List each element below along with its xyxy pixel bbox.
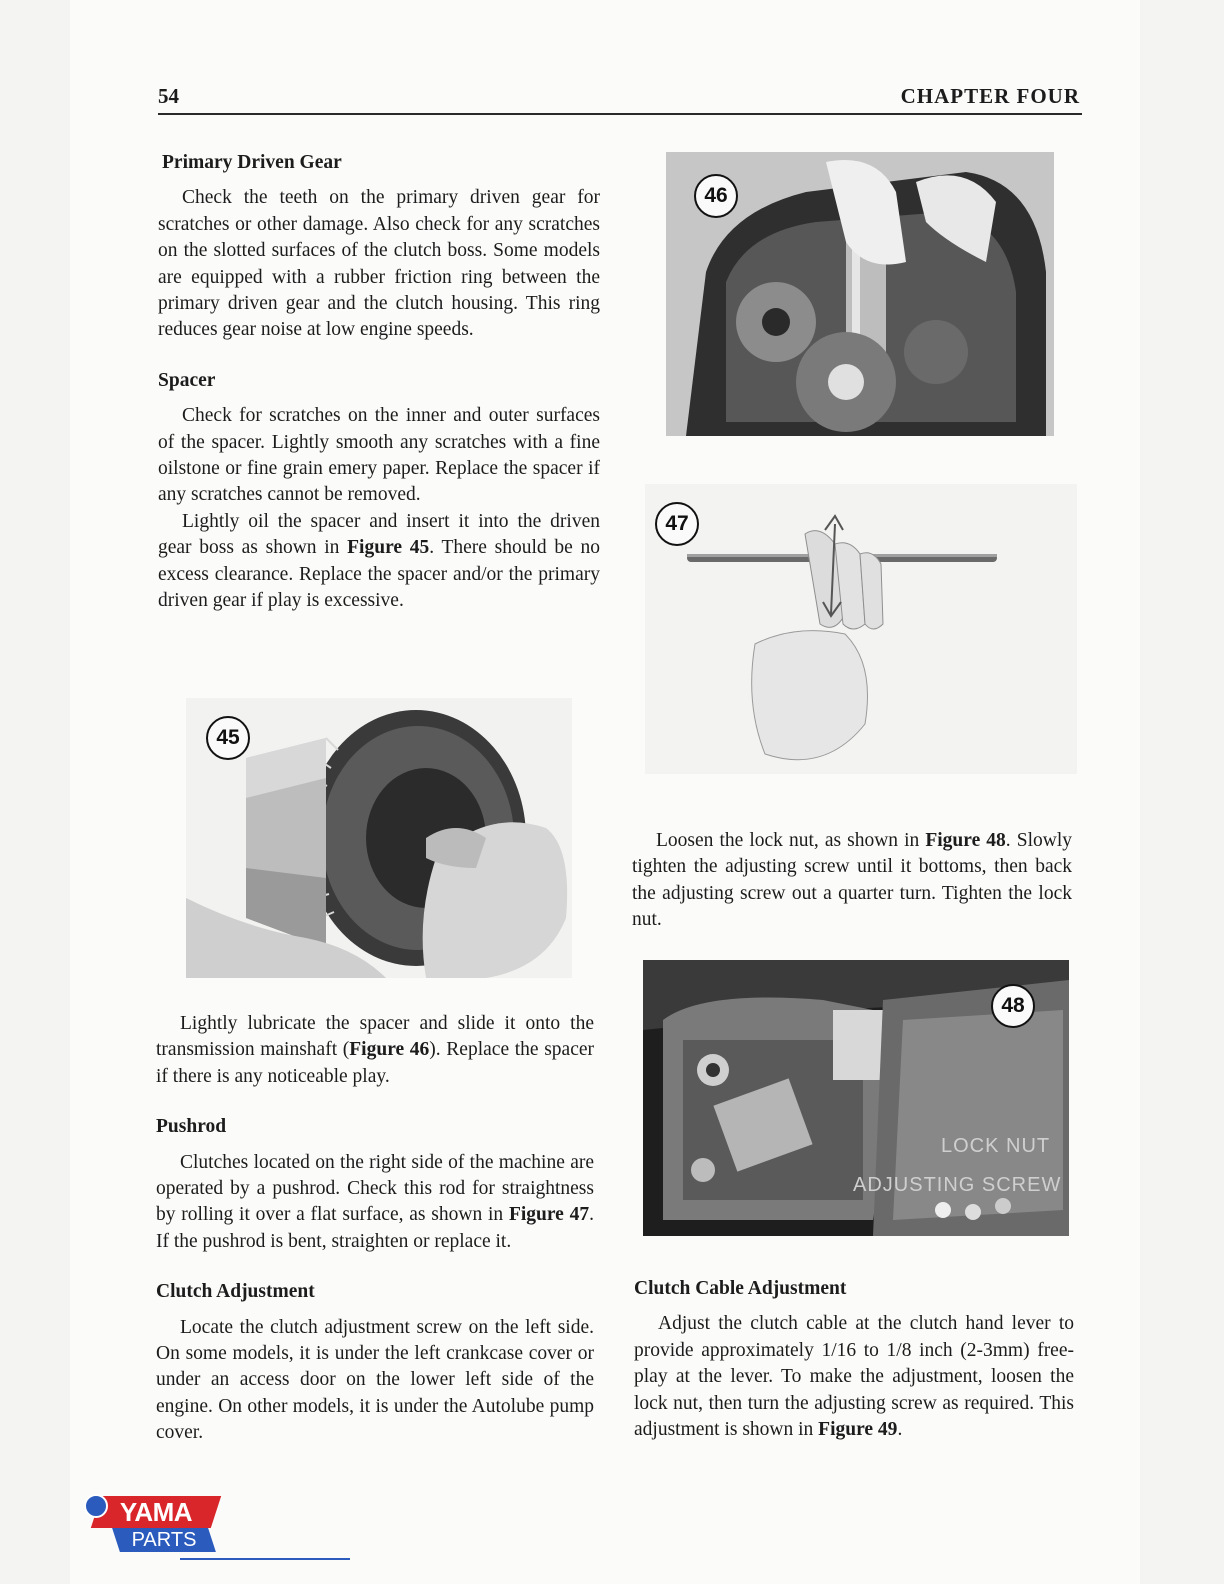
label-lock-nut: LOCK NUT xyxy=(941,1135,1051,1157)
header-rule xyxy=(158,113,1082,115)
figure-ref-47: Figure 47 xyxy=(508,1204,590,1226)
logo-bottom-text: PARTS xyxy=(131,1529,197,1551)
yamaparts-logo[interactable] xyxy=(84,1494,274,1564)
heading-clutch-adjustment: Clutch Adjustment xyxy=(156,1281,315,1303)
figure-ref-45: Figure 45 xyxy=(347,537,430,559)
logo-bottom-banner xyxy=(112,1528,216,1552)
right-column-bottom xyxy=(634,1276,1074,1443)
logo-top-banner xyxy=(91,1496,221,1528)
figure-48-photo xyxy=(643,960,1069,1236)
logo-top-text: YAMA xyxy=(119,1497,193,1527)
right-column-top xyxy=(632,828,1072,934)
paragraph-lubricate-spacer: Lightly lubricate the spacer and slide it onto the transmission mainshaft (Figure 46). Replace the spacer if there is any noticeable play. xyxy=(156,1013,594,1087)
figure-46-number: 46 xyxy=(694,174,738,218)
figure-ref-46: Figure 46 xyxy=(349,1039,430,1061)
left-column-top xyxy=(158,150,600,615)
heading-clutch-cable-adjustment: Clutch Cable Adjustment xyxy=(634,1278,847,1299)
figure-48-number: 48 xyxy=(991,984,1035,1028)
label-adjusting-screw: ADJUSTING SCREW xyxy=(853,1174,1062,1196)
heading-pushrod: Pushrod xyxy=(156,1116,227,1138)
paragraph-primary-driven-gear: Check the teeth on the primary driven gear for scratches or other damage. Also check for any scratches on the slotted surfaces of the clutch boss. Some models are equipped with a rubber friction ring between the primary driven gear and the clutch housing. This ring reduces gear noise at low engine speeds. xyxy=(158,187,600,341)
figure-45-photo xyxy=(186,698,572,978)
paragraph-loosen-lock-nut: Loosen the lock nut, as shown in Figure 48. Slowly tighten the adjusting screw until it bottoms, then back the adjusting screw out a quarter turn. Tighten the lock nut. xyxy=(632,830,1072,931)
paragraph-spacer-check: Check for scratches on the inner and outer surfaces of the spacer. Lightly smooth any scratches with a fine oilstone or fine grain emery paper. Replace the spacer if any scratches cannot be removed. xyxy=(158,405,600,506)
heading-spacer: Spacer xyxy=(158,369,216,391)
paragraph-cable-adjustment: Adjust the clutch cable at the clutch hand lever to provide approximately 1/16 to 1/8 inch (2-3mm) free-play at the lever. To make the adjustment, loosen the lock nut, then turn the adjusting screw as required. This adjustment is shown in Figure 49. xyxy=(634,1313,1074,1441)
logo-underline xyxy=(180,1558,350,1560)
figure-47-number: 47 xyxy=(655,502,699,546)
tuning-fork-emblem-icon xyxy=(84,1494,108,1518)
figure-45-number: 45 xyxy=(206,716,250,760)
left-column-bottom xyxy=(156,1011,594,1447)
heading-primary-driven-gear: Primary Driven Gear xyxy=(162,152,342,173)
figure-46-photo xyxy=(666,152,1054,436)
paragraph-spacer-oil: Lightly oil the spacer and insert it into the driven gear boss as shown in Figure 45. There should be no excess clearance. Replace the spacer and/or the primary driven gear if play is excessive. xyxy=(158,510,600,612)
figure-ref-49: Figure 49 xyxy=(818,1419,898,1441)
paragraph-clutch-adjustment: Locate the clutch adjustment screw on the left side. On some models, it is under the left crankcase cover or under an access door on the lower left side of the engine. On other models, it is under the Autolube pump cover. xyxy=(156,1316,594,1444)
figure-47-photo xyxy=(645,484,1077,774)
paragraph-pushrod: Clutches located on the right side of the machine are operated by a pushrod. Check this rod for straightness by rolling it over a flat surface, as shown in Figure 47. If the pushrod is bent, straighten or replace it. xyxy=(156,1151,594,1252)
chapter-title: CHAPTER FOUR xyxy=(900,84,1080,108)
figure-ref-48: Figure 48 xyxy=(925,830,1006,851)
page-number: 54 xyxy=(158,84,179,108)
